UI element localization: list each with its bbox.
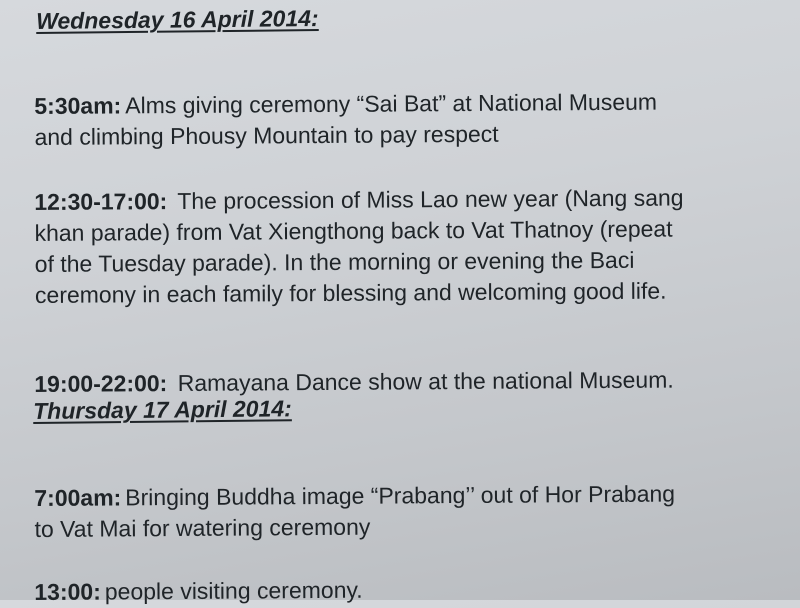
event-description: The procession of Miss Lao new year (Nang sang khan parade) from Vat Xiengthong back to Vat Thatnoy (repeat of the Tuesday parade). In the morning or evening the Baci ceremony in each family for blessing and welcoming good life. xyxy=(34,184,684,308)
event-time: 13:00: xyxy=(34,578,101,605)
event-description: Bringing Buddha image “Prabang’’ out of Hor Prabang to Vat Mai for watering ceremony xyxy=(34,480,676,542)
day-heading-thursday: Thursday 17 April 2014: xyxy=(33,395,292,424)
event-time: 7:00am: xyxy=(34,484,122,511)
event-sai-bat xyxy=(34,55,790,153)
event-visiting xyxy=(34,541,789,608)
day-heading-wednesday: Wednesday 16 April 2014: xyxy=(36,5,319,34)
event-description: Alms giving ceremony “Sai Bat” at National Museum and climbing Phousy Mountain to pay respect xyxy=(34,88,658,150)
event-description: people visiting ceremony. xyxy=(104,576,363,605)
event-description: Ramayana Dance show at the national Museum. xyxy=(171,366,674,397)
event-time: 19:00-22:00: xyxy=(34,370,168,397)
event-procession xyxy=(34,151,790,311)
event-time: 5:30am: xyxy=(34,92,122,119)
event-prabang xyxy=(34,447,790,545)
event-ramayana xyxy=(34,333,789,400)
event-time: 12:30-17:00: xyxy=(34,188,168,215)
